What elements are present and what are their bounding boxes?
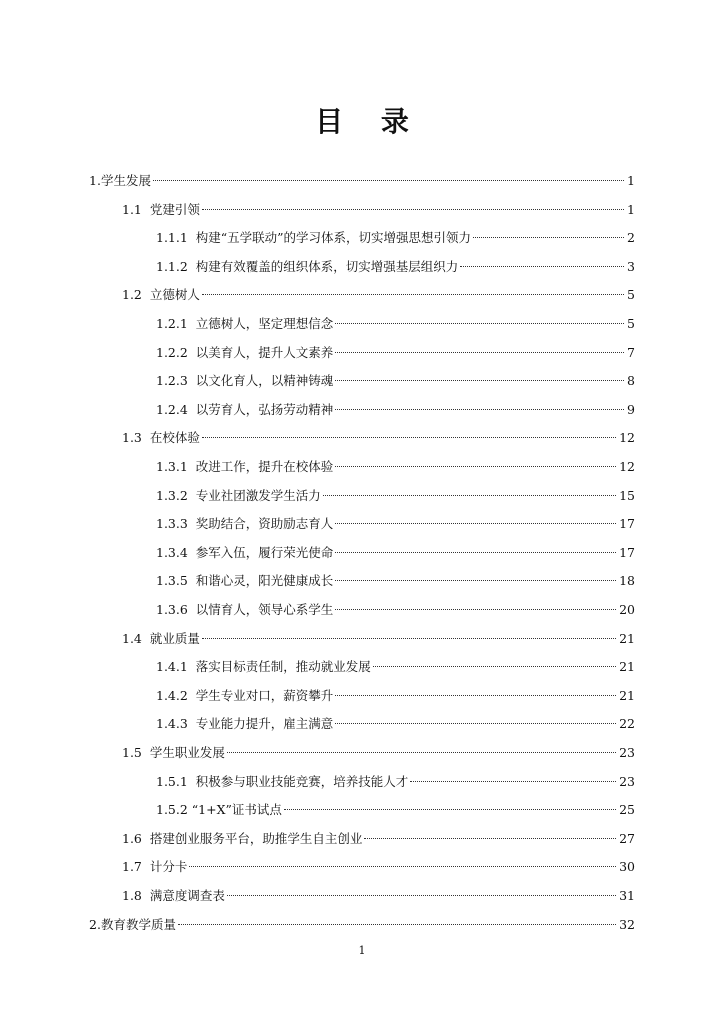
toc-entry-title: 改进工作，提升在校体验 [195, 459, 334, 474]
toc-entry-number: 1.3.5 [156, 573, 196, 589]
toc-dot-leader [202, 294, 624, 295]
toc-entry-title: 以情育人，领导心系学生 [195, 602, 334, 617]
toc-dot-leader [335, 323, 624, 324]
toc-dot-leader [335, 466, 616, 467]
toc-entry[interactable] [156, 800, 635, 820]
toc-entry-page: 12 [619, 459, 635, 474]
toc-entry-number: 1.5 [122, 745, 150, 760]
toc-dot-leader [202, 437, 616, 438]
toc-dot-leader [335, 409, 624, 410]
toc-dot-leader [335, 695, 616, 696]
toc-dot-leader [364, 838, 616, 839]
toc-entry-number: 1.4 [122, 630, 150, 646]
toc-entry-number: 1.7 [122, 859, 150, 875]
toc-dot-leader [153, 180, 624, 181]
toc-entry-number: 1.1.1 [156, 230, 196, 246]
toc-entry[interactable] [156, 600, 635, 620]
toc-dot-leader [335, 580, 616, 581]
toc-entry-page: 21 [619, 659, 635, 675]
toc-entry-page: 31 [619, 888, 635, 903]
toc-entry-number: 1.8 [122, 888, 150, 903]
toc-dot-leader [335, 380, 624, 381]
toc-dot-leader [178, 924, 616, 925]
toc-entry[interactable] [156, 571, 635, 591]
toc-entry[interactable] [156, 400, 635, 420]
toc-entry-number: 1.4.1 [156, 659, 196, 675]
toc-entry-title: 学生职业发展 [149, 745, 225, 760]
toc-entry-page: 1 [627, 201, 635, 217]
toc-dot-leader [335, 352, 624, 353]
toc-entry-title: 以文化育人，以精神铸魂 [195, 373, 334, 389]
toc-entry-page: 23 [619, 773, 635, 789]
toc-entry-title: 学生发展 [100, 173, 151, 188]
toc-entry-number: 2. [89, 916, 101, 932]
toc-entry-page: 3 [627, 258, 635, 274]
toc-dot-leader [373, 666, 616, 667]
toc-entry-title: 就业质量 [149, 630, 200, 646]
toc-dot-leader [410, 781, 616, 782]
toc-entry-page: 22 [619, 716, 635, 732]
toc-entry[interactable] [122, 886, 635, 906]
toc-entry-page: 20 [619, 602, 635, 617]
toc-entry-page: 18 [619, 573, 635, 589]
toc-entry-title: 计分卡 [149, 859, 188, 875]
toc-dot-leader [335, 609, 616, 610]
toc-entry-title: 立德树人 [149, 287, 200, 303]
toc-entry-number: 1.3.2 [156, 487, 196, 503]
toc-title: 目 录 [315, 105, 423, 138]
toc-entry-number: 1.2.1 [156, 316, 196, 331]
toc-entry-page: 1 [627, 173, 635, 188]
toc-dot-leader [284, 809, 616, 810]
toc-entry-page: 25 [619, 802, 635, 818]
toc-entry[interactable] [122, 629, 635, 649]
toc-entry[interactable] [122, 285, 635, 305]
toc-entry[interactable] [156, 686, 635, 706]
toc-entry[interactable] [156, 772, 635, 792]
toc-entry-title: 奖助结合，资助励志育人 [195, 516, 334, 532]
toc-entry-number: 1.2 [122, 287, 150, 303]
toc-entry[interactable] [156, 457, 635, 477]
toc-entry-title: 以美育人，提升人文素养 [195, 344, 334, 360]
toc-entry-title: 构建有效覆盖的组织体系，切实增强基层组织力 [195, 258, 459, 274]
toc-entry-number: 1.3.3 [156, 516, 196, 532]
toc-entry[interactable] [122, 743, 635, 763]
toc-entry[interactable] [156, 543, 635, 563]
toc-entry-number: 1.2.2 [156, 344, 196, 360]
toc-entry[interactable] [156, 228, 635, 248]
toc-dot-leader [202, 209, 624, 210]
toc-entry-title: 和谐心灵，阳光健康成长 [195, 573, 334, 589]
toc-entry-number: 1.1 [122, 201, 150, 217]
toc-entry-page: 12 [619, 430, 635, 446]
toc-entry-page: 21 [619, 687, 635, 703]
toc-entry-title: 在校体验 [149, 430, 200, 446]
toc-entry[interactable] [156, 343, 635, 363]
toc-entry[interactable] [156, 314, 635, 334]
toc-entry-page: 30 [619, 859, 635, 875]
toc-entry-number: 1.2.3 [156, 373, 196, 389]
toc-dot-leader [335, 523, 616, 524]
toc-entry-number: 1.3.1 [156, 459, 196, 474]
toc-entry[interactable] [156, 371, 635, 391]
toc-entry-page: 9 [627, 401, 635, 417]
toc-entry-number: 1.1.2 [156, 258, 196, 274]
toc-entry-number: 1.5.1 [156, 773, 196, 789]
toc-dot-leader [323, 495, 616, 496]
toc-entry-number: 1.3.4 [156, 544, 196, 560]
page-number: 1 [358, 944, 366, 957]
toc-entry-page: 17 [619, 516, 635, 532]
toc-entry-title: 立德树人，坚定理想信念 [195, 316, 334, 331]
toc-dot-leader [473, 237, 624, 238]
toc-entry-number: 1.2.4 [156, 401, 196, 417]
toc-entry[interactable] [122, 857, 635, 877]
toc-entry-page: 27 [619, 830, 635, 846]
toc-entry-title: 党建引领 [149, 201, 200, 217]
toc-entry-number: 1.4.3 [156, 716, 196, 732]
toc-dot-leader [460, 266, 624, 267]
toc-entry-title: 积极参与职业技能竞赛，培养技能人才 [195, 773, 409, 789]
toc-entry[interactable] [156, 657, 635, 677]
toc-entry-number: 1.4.2 [156, 687, 196, 703]
toc-entry-title: 以劳育人，弘扬劳动精神 [195, 401, 334, 417]
toc-entry-page: 23 [619, 745, 635, 760]
toc-dot-leader [189, 866, 616, 867]
toc-entry[interactable] [122, 829, 635, 849]
toc-entry-title: 落实目标责任制，推动就业发展 [195, 659, 371, 675]
toc-entry-number: 1.3 [122, 430, 150, 446]
toc-dot-leader [227, 895, 616, 896]
toc-entry-number: 1.3.6 [156, 602, 196, 617]
toc-dot-leader [227, 752, 616, 753]
toc-entry-page: 2 [627, 230, 635, 246]
toc-entry[interactable] [122, 200, 635, 220]
toc-entry-number: 1.6 [122, 830, 150, 846]
toc-dot-leader [202, 638, 616, 639]
toc-entry-page: 15 [619, 487, 635, 503]
toc-entry[interactable] [89, 171, 635, 191]
toc-entry-title: 满意度调查表 [149, 888, 225, 903]
toc-entry-page: 8 [627, 373, 635, 389]
toc-entry[interactable] [156, 514, 635, 534]
toc-entry-number: 1.5.2 [156, 802, 192, 818]
toc-entry-page: 21 [619, 630, 635, 646]
toc-entry-page: 7 [627, 344, 635, 360]
toc-entry-title: 参军入伍，履行荣光使命 [195, 544, 334, 560]
toc-entry[interactable] [89, 915, 635, 935]
toc-entry-title: 构建“五学联动”的学习体系，切实增强思想引领力 [195, 230, 472, 246]
toc-entry-page: 5 [627, 316, 635, 331]
toc-entry-title: 搭建创业服务平台，助推学生自主创业 [149, 830, 363, 846]
toc-dot-leader [335, 552, 616, 553]
toc-entry[interactable] [156, 257, 635, 277]
toc-entry-page: 17 [619, 544, 635, 560]
toc-entry[interactable] [156, 486, 635, 506]
toc-entry-page: 5 [627, 287, 635, 303]
toc-entry-title: “1+X”证书试点 [191, 802, 282, 818]
toc-entry-title: 学生专业对口，薪资攀升 [195, 687, 334, 703]
toc-entry-number: 1. [89, 173, 101, 188]
toc-entry[interactable] [156, 714, 635, 734]
toc-dot-leader [335, 723, 616, 724]
toc-entry-title: 教育教学质量 [100, 916, 176, 932]
toc-entry-page: 32 [619, 916, 635, 932]
toc-entry-title: 专业能力提升，雇主满意 [195, 716, 334, 732]
toc-entry-title: 专业社团激发学生活力 [195, 487, 321, 503]
toc-entry[interactable] [122, 428, 635, 448]
